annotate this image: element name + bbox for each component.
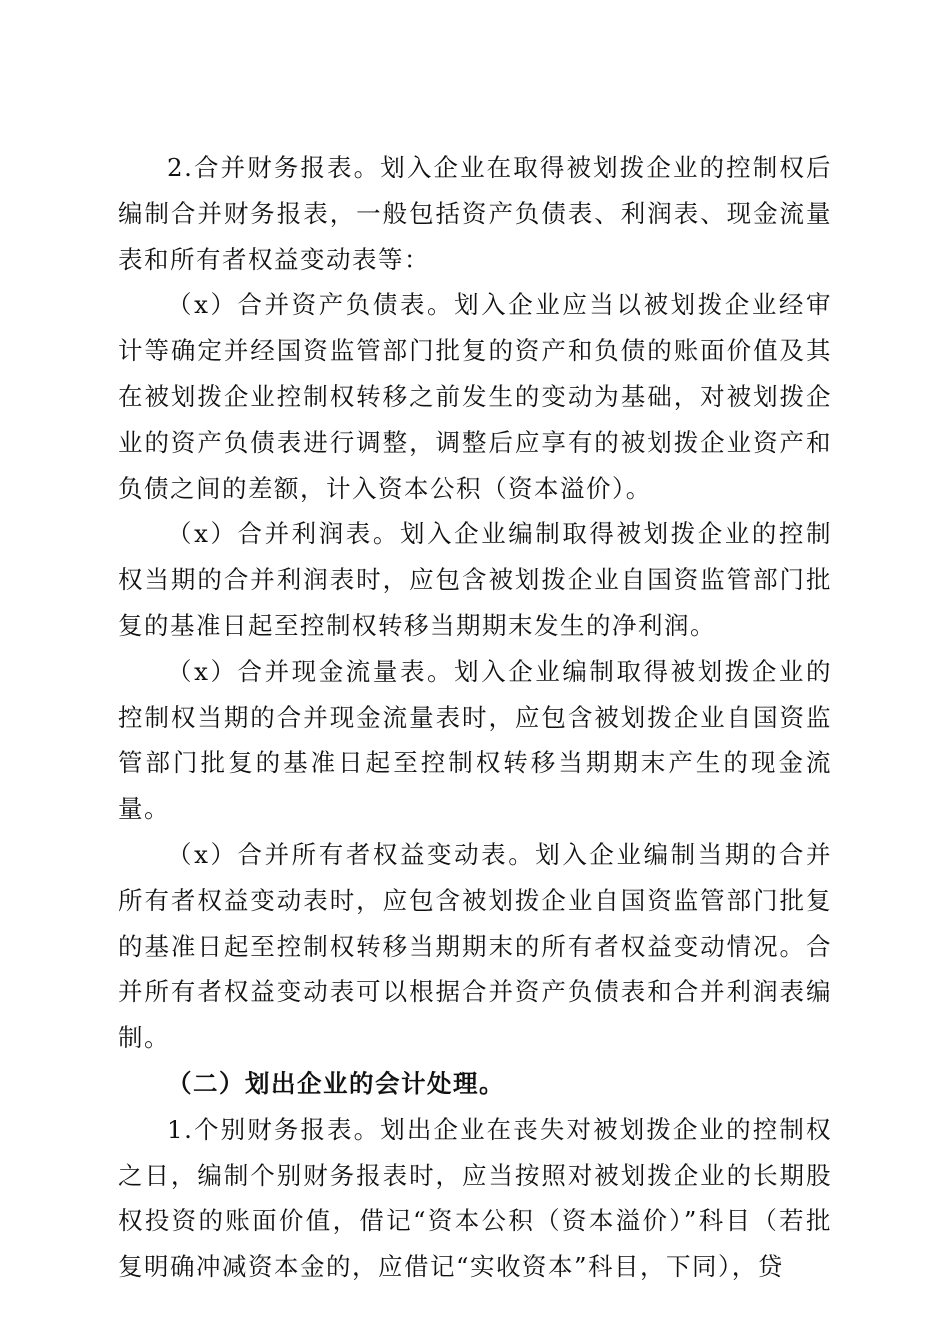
paragraph-consolidated-statements: 2.合并财务报表。划入企业在取得被划拨企业的控制权后编制合并财务报表，一般包括资产负债表、利润表、现金流量表和所有者权益变动表等： [118, 153, 832, 274]
paragraph-consolidated-balance-sheet: （x）合并资产负债表。划入企业应当以被划拨企业经审计等确定并经国资监管部门批复的资产和负债的账面价值及其在被划拨企业控制权转移之前发生的变动为基础，对被划拨企业的资产负债表进行调整，调整后应享有的被划拨企业资产和负债之间的差额，计入资本公积（资本溢价）。 [118, 290, 832, 503]
section-heading-transferor: （二）划出企业的会计处理。 [167, 1068, 505, 1098]
paragraph-consolidated-income-statement: （x）合并利润表。划入企业编制取得被划拨企业的控制权当期的合并利润表时，应包含被划拨企业自国资监管部门批复的基准日起至控制权转移当期期末发生的净利润。 [118, 519, 832, 640]
paragraph-individual-statements: 1.个别财务报表。划出企业在丧失对被划拨企业的控制权之日，编制个别财务报表时，应当按照对被划拨企业的长期股权投资的账面价值，借记“资本公积（资本溢价）”科目（若批复明确冲减资本金的，应借记“实收资本”科目，下同），贷 [118, 1114, 832, 1282]
paragraph-consolidated-equity-changes: （x）合并所有者权益变动表。划入企业编制当期的合并所有者权益变动表时，应包含被划拨企业自国资监管部门批复的基准日起至控制权转移当期期末的所有者权益变动情况。合并所有者权益变动表可以根据合并资产负债表和合并利润表编制。 [118, 839, 832, 1053]
paragraph-consolidated-cash-flow: （x）合并现金流量表。划入企业编制取得被划拨企业的控制权当期的合并现金流量表时，应包含被划拨企业自国资监管部门批复的基准日起至控制权转移当期期末产生的现金流量。 [118, 656, 832, 824]
